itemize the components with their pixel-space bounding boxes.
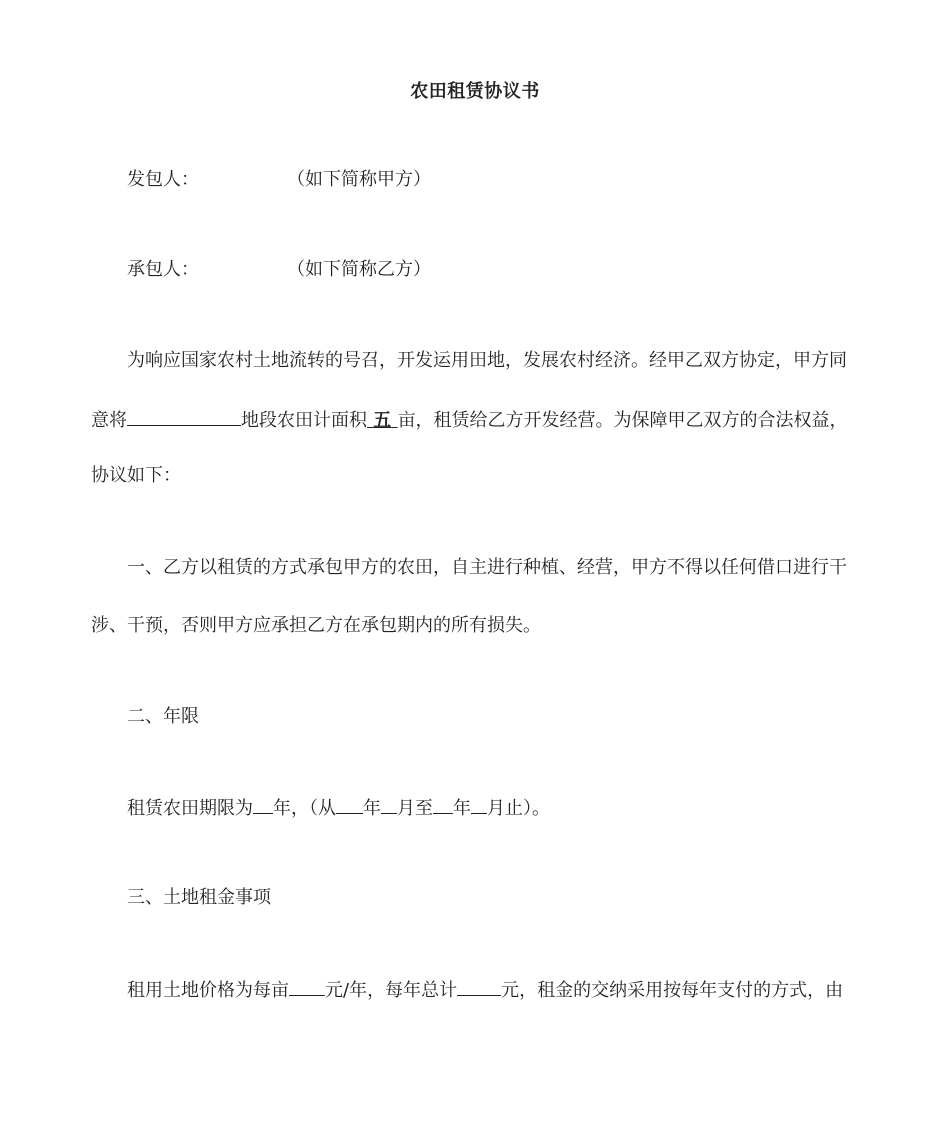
price-per-mu-blank — [289, 977, 325, 996]
party-a-line — [127, 168, 861, 192]
start-month-blank — [381, 795, 397, 814]
location-blank — [127, 407, 241, 426]
term-text-4: 月至 — [397, 798, 433, 819]
price-text-3: 元，租金的交纳采用按每年支付的方式，由 — [501, 980, 844, 1001]
end-month-blank — [471, 795, 487, 814]
intro-text-c: 亩，租赁给乙方开发经营。为保障甲乙双方的合法权益， — [397, 410, 848, 431]
intro-line-1: 为响应国家农村土地流转的号召，开发运用田地，发展农村经济。经甲乙双方协定，甲方同 — [127, 350, 847, 371]
intro-line-3: 协议如下： — [91, 465, 181, 486]
term-text-2: 年，（从 — [273, 798, 336, 819]
clause3-heading: 三、土地租金事项 — [127, 887, 271, 908]
party-b-line — [127, 258, 861, 282]
term-text-3: 年 — [363, 798, 381, 819]
clause2-heading: 二、年限 — [127, 706, 199, 727]
term-years-blank — [253, 795, 273, 814]
party-b-note: （如下简称乙方） — [287, 259, 431, 280]
party-a-note: （如下简称甲方） — [287, 169, 431, 190]
clause1-line-1: 一、乙方以租赁的方式承包甲方的农田，自主进行种植、经营，甲方不得以任何借口进行干 — [127, 557, 847, 578]
term-text-1: 租赁农田期限为 — [127, 798, 253, 819]
term-text-6: 月止）。 — [487, 798, 550, 819]
clause1-line-2: 涉、干预，否则甲方应承担乙方在承包期内的所有损失。 — [91, 615, 541, 636]
intro-line-2 — [91, 407, 861, 433]
term-text-5: 年 — [453, 798, 471, 819]
clause2-term-line — [127, 795, 861, 821]
price-text-1: 租用土地价格为每亩 — [127, 980, 289, 1001]
intro-text-a: 意将 — [91, 410, 127, 431]
intro-text-b: 地段农田计面积 — [241, 410, 367, 431]
document-title: 农田租赁协议书 — [410, 81, 540, 102]
party-a-label: 发包人： — [127, 169, 199, 190]
price-text-2: 元/年，每年总计 — [325, 980, 458, 1001]
start-year-blank — [336, 795, 363, 814]
area-value: 五 — [373, 410, 392, 431]
clause3-price-line — [127, 977, 861, 1003]
end-year-blank — [433, 795, 453, 814]
annual-total-blank — [457, 977, 501, 996]
party-b-label: 承包人： — [127, 259, 199, 280]
